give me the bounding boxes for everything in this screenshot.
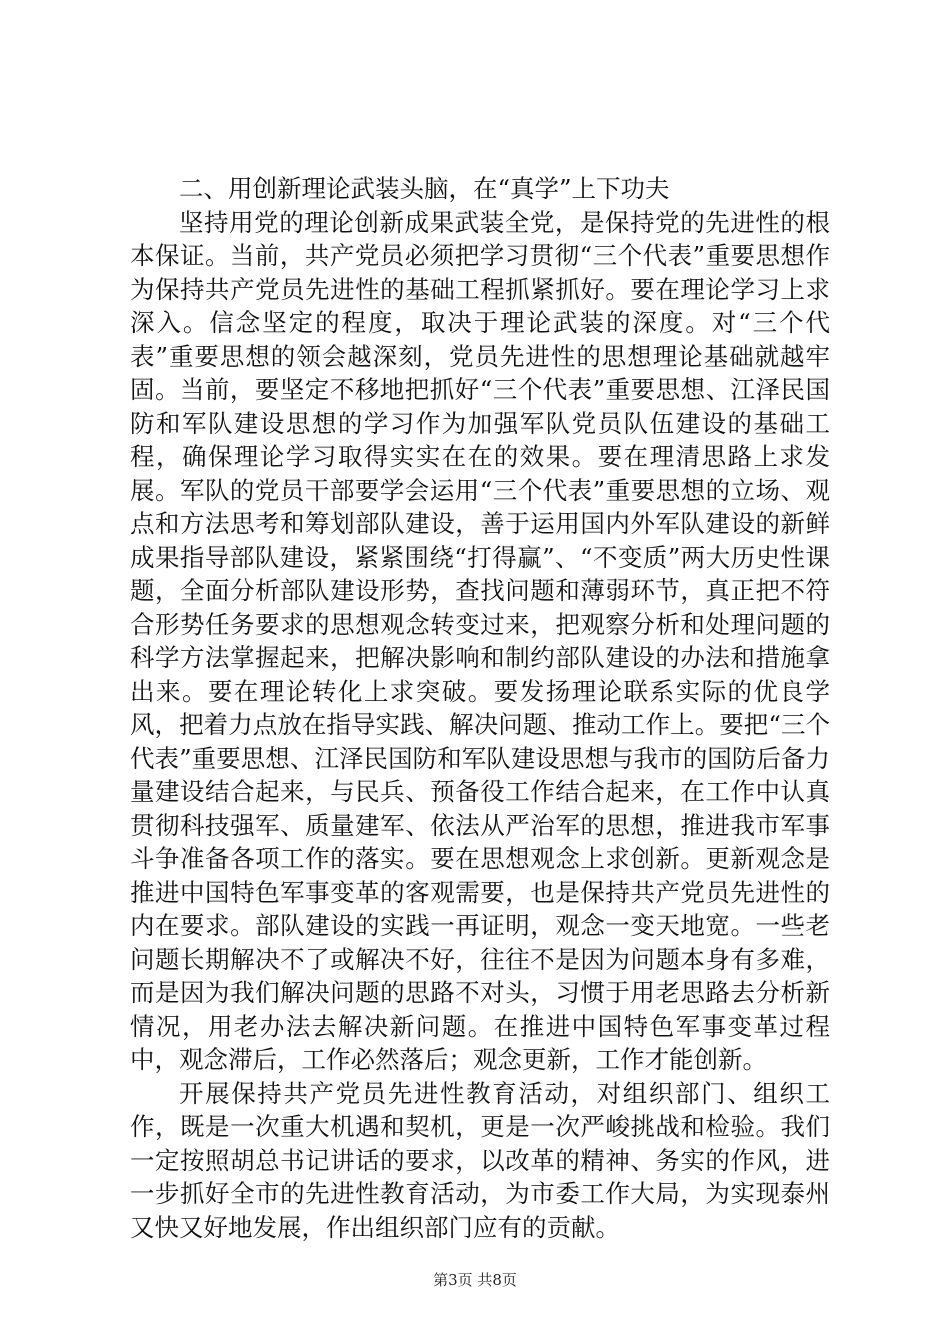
page-number-label: 第3页 共8页 <box>433 1271 517 1289</box>
body-paragraph-2: 开展保持共产党员先进性教育活动，对组织部门、组织工作，既是一次重大机遇和契机，更是一次严峻挑战和检验。我们一定按照胡总书记讲话的要求，以改革的精神、务实的作风，进一步抓好全市的先进性教育活动，为市委工作大局，为实现泰州又快又好地发展，作出组织部门应有的贡献。 <box>130 1078 830 1242</box>
section-heading: 二、用创新理论武装头脑，在“真学”上下功夫 <box>179 174 670 203</box>
page-footer <box>0 1270 950 1290</box>
body-paragraph-1: 坚持用党的理论创新成果武装全党，是保持党的先进性的根本保证。当前，共产党员必须把学习贯彻“三个代表”重要思想作为保持共产党员先进性的基础工程抓紧抓好。要在理论学习上求深入。信念坚定的程度，取决于理论武装的深度。对“三个代表”重要思想的领会越深刻，党员先进性的思想理论基础就越牢固。当前，要坚定不移地把抓好“三个代表”重要思想、江泽民国防和军队建设思想的学习作为加强军队党员队伍建设的基础工程，确保理论学习取得实实在在的效果。要在理清思路上求发展。军队的党员干部要学会运用“三个代表”重要思想的立场、观点和方法思考和筹划部队建设，善于运用国内外军队建设的新鲜成果指导部队建设，紧紧围绕“打得赢”、“不变质”两大历史性课题，全面分析部队建设形势，查找问题和薄弱环节，真正把不符合形势任务要求的思想观念转变过来，把观察分析和处理问题的科学方法掌握起来，把解决影响和制约部队建设的办法和措施拿出来。要在理论转化上求突破。要发扬理论联系实际的优良学风，把着力点放在指导实践、解决问题、推动工作上。要把“三个代表”重要思想、江泽民国防和军队建设思想与我市的国防后备力量建设结合起来，与民兵、预备役工作结合起来，在工作中认真贯彻科技强军、质量建军、依法从严治军的思想，推进我市军事斗争准备各项工作的落实。要在思想观念上求创新。更新观念是推进中国特色军事变革的客观需要，也是保持共产党员先进性的内在要求。部队建设的实践一再证明，观念一变天地宽。一些老问题长期解决不了或解决不好，往往不是因为问题本身有多难，而是因为我们解决问题的思路不对头，习惯于用老思路去分析新情况，用老办法去解决新问题。在推进中国特色军事变革过程中，观念滞后，工作必然落后；观念更新，工作才能创新。 <box>130 207 830 1074</box>
document-body <box>130 172 830 1244</box>
